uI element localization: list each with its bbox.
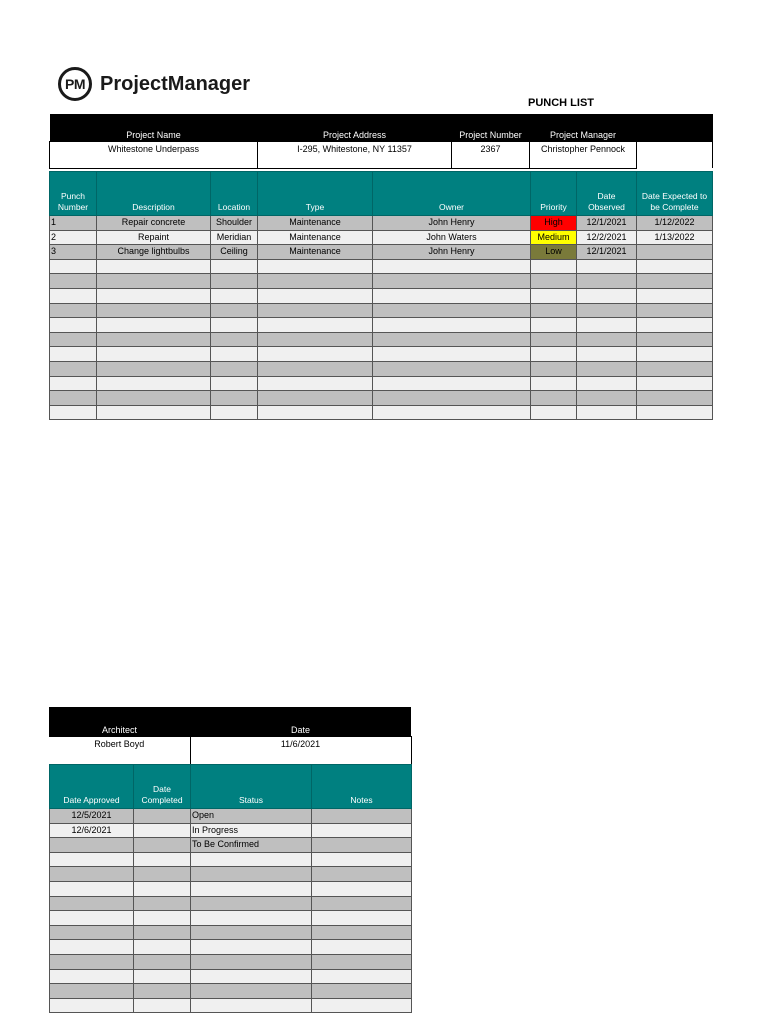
cell-punch-number[interactable]: 1 <box>50 216 97 231</box>
cell-description[interactable]: Change lightbulbs <box>97 245 211 260</box>
cell-date-expected[interactable] <box>637 318 713 333</box>
document-title: PUNCH LIST <box>528 97 594 109</box>
col-priority: Priority <box>531 172 577 216</box>
table-row <box>50 925 412 940</box>
cell-date-expected[interactable] <box>637 245 713 260</box>
cell-date-observed[interactable] <box>577 274 637 289</box>
cell-punch-number[interactable] <box>50 274 97 289</box>
cell-date-approved[interactable]: 12/6/2021 <box>50 823 134 838</box>
table-row <box>50 259 713 274</box>
cell-status[interactable] <box>191 954 312 969</box>
cell-type[interactable] <box>258 332 373 347</box>
table-row <box>50 896 412 911</box>
cell-description[interactable] <box>97 303 211 318</box>
cell-location[interactable] <box>211 318 258 333</box>
cell-owner[interactable] <box>373 376 531 391</box>
cell-date-observed[interactable] <box>577 361 637 376</box>
cell-punch-number[interactable] <box>50 361 97 376</box>
cell-priority[interactable]: High <box>531 216 577 231</box>
cell-type[interactable] <box>258 288 373 303</box>
cell-priority[interactable] <box>531 318 577 333</box>
cell-date-observed[interactable] <box>577 347 637 362</box>
cell-location[interactable]: Ceiling <box>211 245 258 260</box>
table-row <box>50 230 713 245</box>
col-date-approved: Date Approved <box>50 765 134 809</box>
cell-punch-number[interactable] <box>50 288 97 303</box>
cell-description[interactable] <box>97 288 211 303</box>
project-number-header: Project Number <box>452 114 530 141</box>
cell-type[interactable] <box>258 391 373 406</box>
table-row <box>50 332 713 347</box>
architect-header: Architect <box>49 707 190 736</box>
cell-notes[interactable] <box>312 998 412 1013</box>
cell-notes[interactable] <box>312 940 412 955</box>
date-header: Date <box>190 707 411 736</box>
cell-date-observed[interactable] <box>577 376 637 391</box>
project-name-header: Project Name <box>50 114 258 141</box>
table-row <box>50 245 713 260</box>
cell-status[interactable]: In Progress <box>191 823 312 838</box>
cell-date-approved[interactable] <box>50 881 134 896</box>
cell-date-completed[interactable] <box>134 838 191 853</box>
cell-date-approved[interactable] <box>50 998 134 1013</box>
col-type: Type <box>258 172 373 216</box>
table-row <box>50 274 713 289</box>
cell-status[interactable]: To Be Confirmed <box>191 838 312 853</box>
cell-location[interactable] <box>211 332 258 347</box>
pm-logo-icon: PM <box>58 67 92 101</box>
cell-type[interactable] <box>258 405 373 420</box>
cell-date-approved[interactable] <box>50 896 134 911</box>
cell-type[interactable] <box>258 361 373 376</box>
cell-owner[interactable] <box>373 303 531 318</box>
cell-description[interactable] <box>97 259 211 274</box>
cell-type[interactable] <box>258 376 373 391</box>
table-row <box>50 303 713 318</box>
table-row <box>50 940 412 955</box>
cell-punch-number[interactable] <box>50 376 97 391</box>
cell-location[interactable] <box>211 347 258 362</box>
cell-date-approved[interactable] <box>50 925 134 940</box>
cell-notes[interactable] <box>312 925 412 940</box>
cell-status[interactable] <box>191 969 312 984</box>
table-row <box>50 391 713 406</box>
table-row <box>50 318 713 333</box>
cell-notes[interactable] <box>312 838 412 853</box>
cell-notes[interactable] <box>312 823 412 838</box>
cell-date-approved[interactable] <box>50 911 134 926</box>
table-row <box>50 867 412 882</box>
cell-description[interactable] <box>97 376 211 391</box>
cell-date-approved[interactable] <box>50 984 134 999</box>
cell-description[interactable] <box>97 274 211 289</box>
col-punch-number: Punch Number <box>50 172 97 216</box>
col-owner: Owner <box>373 172 531 216</box>
project-number-cell[interactable]: 2367 <box>452 141 530 168</box>
cell-location[interactable] <box>211 405 258 420</box>
cell-notes[interactable] <box>312 984 412 999</box>
cell-priority[interactable] <box>531 361 577 376</box>
cell-owner[interactable] <box>373 391 531 406</box>
cell-notes[interactable] <box>312 911 412 926</box>
cell-date-expected[interactable] <box>637 288 713 303</box>
cell-date-expected[interactable] <box>637 391 713 406</box>
cell-punch-number[interactable] <box>50 318 97 333</box>
cell-status[interactable] <box>191 911 312 926</box>
date-cell[interactable]: 11/6/2021 <box>190 736 411 764</box>
cell-owner[interactable] <box>373 288 531 303</box>
cell-date-approved[interactable] <box>50 940 134 955</box>
cell-priority[interactable] <box>531 288 577 303</box>
cell-type[interactable] <box>258 347 373 362</box>
cell-location[interactable] <box>211 376 258 391</box>
cell-punch-number[interactable] <box>50 259 97 274</box>
cell-owner[interactable] <box>373 405 531 420</box>
col-description: Description <box>97 172 211 216</box>
cell-date-expected[interactable] <box>637 347 713 362</box>
cell-date-observed[interactable]: 12/1/2021 <box>577 245 637 260</box>
table-row <box>50 347 713 362</box>
table-row <box>50 852 412 867</box>
cell-priority[interactable]: Medium <box>531 230 577 245</box>
col-notes: Notes <box>312 765 412 809</box>
project-info-table <box>49 114 713 169</box>
cell-location[interactable] <box>211 274 258 289</box>
architect-table <box>49 707 412 764</box>
cell-description[interactable] <box>97 332 211 347</box>
cell-location[interactable]: Shoulder <box>211 216 258 231</box>
cell-punch-number[interactable] <box>50 332 97 347</box>
cell-date-completed[interactable] <box>134 823 191 838</box>
cell-date-expected[interactable] <box>637 376 713 391</box>
cell-punch-number[interactable] <box>50 391 97 406</box>
cell-location[interactable] <box>211 259 258 274</box>
cell-owner[interactable] <box>373 332 531 347</box>
cell-date-observed[interactable] <box>577 318 637 333</box>
cell-date-completed[interactable] <box>134 809 191 824</box>
cell-type[interactable] <box>258 259 373 274</box>
cell-date-completed[interactable] <box>134 911 191 926</box>
cell-description[interactable] <box>97 405 211 420</box>
table-row <box>50 984 412 999</box>
cell-date-observed[interactable] <box>577 303 637 318</box>
cell-status[interactable]: Open <box>191 809 312 824</box>
cell-status[interactable] <box>191 867 312 882</box>
cell-owner[interactable]: John Henry <box>373 216 531 231</box>
table-row <box>50 405 713 420</box>
header-filler <box>637 114 713 141</box>
cell-date-approved[interactable] <box>50 852 134 867</box>
cell-location[interactable] <box>211 361 258 376</box>
cell-owner[interactable] <box>373 361 531 376</box>
project-address-header: Project Address <box>258 114 452 141</box>
cell-date-observed[interactable] <box>577 391 637 406</box>
architect-cell[interactable]: Robert Boyd <box>49 736 190 764</box>
cell-priority[interactable]: Low <box>531 245 577 260</box>
table-row <box>50 361 713 376</box>
cell-date-expected[interactable] <box>637 332 713 347</box>
cell-date-completed[interactable] <box>134 852 191 867</box>
cell-owner[interactable] <box>373 347 531 362</box>
cell-owner[interactable] <box>373 318 531 333</box>
approval-table <box>49 764 412 1013</box>
cell-punch-number[interactable]: 2 <box>50 230 97 245</box>
cell-notes[interactable] <box>312 896 412 911</box>
cell-location[interactable] <box>211 288 258 303</box>
col-location: Location <box>211 172 258 216</box>
cell-date-observed[interactable] <box>577 259 637 274</box>
cell-date-observed[interactable] <box>577 288 637 303</box>
cell-location[interactable]: Meridian <box>211 230 258 245</box>
cell-description[interactable]: Repaint <box>97 230 211 245</box>
cell-date-expected[interactable]: 1/12/2022 <box>637 216 713 231</box>
cell-date-observed[interactable]: 12/1/2021 <box>577 216 637 231</box>
col-date-expected: Date Expected to be Complete <box>637 172 713 216</box>
cell-type[interactable] <box>258 303 373 318</box>
table-row <box>50 969 412 984</box>
table-row <box>50 998 412 1013</box>
cell-date-expected[interactable] <box>637 361 713 376</box>
cell-punch-number[interactable] <box>50 405 97 420</box>
cell-status[interactable] <box>191 852 312 867</box>
cell-description[interactable] <box>97 318 211 333</box>
cell-owner[interactable]: John Waters <box>373 230 531 245</box>
cell-notes[interactable] <box>312 881 412 896</box>
cell-date-expected[interactable] <box>637 259 713 274</box>
cell-date-approved[interactable] <box>50 838 134 853</box>
cell-date-approved[interactable] <box>50 954 134 969</box>
cell-date-approved[interactable] <box>50 969 134 984</box>
project-manager-header: Project Manager <box>530 114 637 141</box>
cell-status[interactable] <box>191 984 312 999</box>
cell-status[interactable] <box>191 998 312 1013</box>
cell-notes[interactable] <box>312 852 412 867</box>
cell-notes[interactable] <box>312 954 412 969</box>
cell-priority[interactable] <box>531 391 577 406</box>
cell-date-completed[interactable] <box>134 896 191 911</box>
table-row <box>50 911 412 926</box>
col-date-observed: Date Observed <box>577 172 637 216</box>
table-row <box>50 838 412 853</box>
cell-priority[interactable] <box>531 332 577 347</box>
cell-priority[interactable] <box>531 274 577 289</box>
table-row <box>50 881 412 896</box>
cell-priority[interactable] <box>531 376 577 391</box>
table-row <box>50 954 412 969</box>
cell-priority[interactable] <box>531 259 577 274</box>
cell-date-expected[interactable]: 1/13/2022 <box>637 230 713 245</box>
cell-owner[interactable] <box>373 259 531 274</box>
cell-location[interactable] <box>211 303 258 318</box>
cell-priority[interactable] <box>531 303 577 318</box>
cell-date-completed[interactable] <box>134 954 191 969</box>
cell-type[interactable]: Maintenance <box>258 216 373 231</box>
cell-date-completed[interactable] <box>134 984 191 999</box>
approval-body <box>50 809 412 1013</box>
cell-notes[interactable] <box>312 969 412 984</box>
cell-priority[interactable] <box>531 405 577 420</box>
cell-status[interactable] <box>191 940 312 955</box>
cell-date-observed[interactable] <box>577 332 637 347</box>
cell-punch-number[interactable] <box>50 347 97 362</box>
cell-punch-number[interactable] <box>50 303 97 318</box>
cell-date-observed[interactable] <box>577 405 637 420</box>
cell-description[interactable] <box>97 347 211 362</box>
cell-date-approved[interactable] <box>50 867 134 882</box>
project-manager-cell[interactable]: Christopher Pennock <box>530 141 637 168</box>
cell-type[interactable]: Maintenance <box>258 230 373 245</box>
table-row <box>50 376 713 391</box>
table-row <box>50 823 412 838</box>
project-name-cell[interactable]: Whitestone Underpass <box>50 141 258 168</box>
cell-date-expected[interactable] <box>637 303 713 318</box>
project-address-cell[interactable]: I-295, Whitestone, NY 11357 <box>258 141 452 168</box>
cell-status[interactable] <box>191 925 312 940</box>
cell-status[interactable] <box>191 896 312 911</box>
cell-owner[interactable]: John Henry <box>373 245 531 260</box>
cell-notes[interactable] <box>312 809 412 824</box>
cell-type[interactable] <box>258 318 373 333</box>
cell-date-approved[interactable]: 12/5/2021 <box>50 809 134 824</box>
cell-status[interactable] <box>191 881 312 896</box>
col-status: Status <box>191 765 312 809</box>
cell-date-observed[interactable]: 12/2/2021 <box>577 230 637 245</box>
cell-description[interactable] <box>97 361 211 376</box>
cell-type[interactable]: Maintenance <box>258 245 373 260</box>
punch-list-table <box>49 171 713 420</box>
cell-date-expected[interactable] <box>637 274 713 289</box>
cell-owner[interactable] <box>373 274 531 289</box>
cell-date-expected[interactable] <box>637 405 713 420</box>
cell-description[interactable] <box>97 391 211 406</box>
brand-logo <box>58 64 250 104</box>
table-row <box>50 809 412 824</box>
info-blank-cell[interactable] <box>637 141 713 168</box>
cell-date-completed[interactable] <box>134 867 191 882</box>
cell-date-completed[interactable] <box>134 925 191 940</box>
punch-list-body <box>50 216 713 420</box>
col-date-completed: Date Completed <box>134 765 191 809</box>
table-row <box>50 216 713 231</box>
table-row <box>50 288 713 303</box>
cell-location[interactable] <box>211 391 258 406</box>
cell-type[interactable] <box>258 274 373 289</box>
cell-date-completed[interactable] <box>134 940 191 955</box>
cell-notes[interactable] <box>312 867 412 882</box>
cell-date-completed[interactable] <box>134 969 191 984</box>
cell-date-completed[interactable] <box>134 881 191 896</box>
cell-punch-number[interactable]: 3 <box>50 245 97 260</box>
brand-name: ProjectManager <box>100 72 251 95</box>
cell-description[interactable]: Repair concrete <box>97 216 211 231</box>
cell-priority[interactable] <box>531 347 577 362</box>
cell-date-completed[interactable] <box>134 998 191 1013</box>
